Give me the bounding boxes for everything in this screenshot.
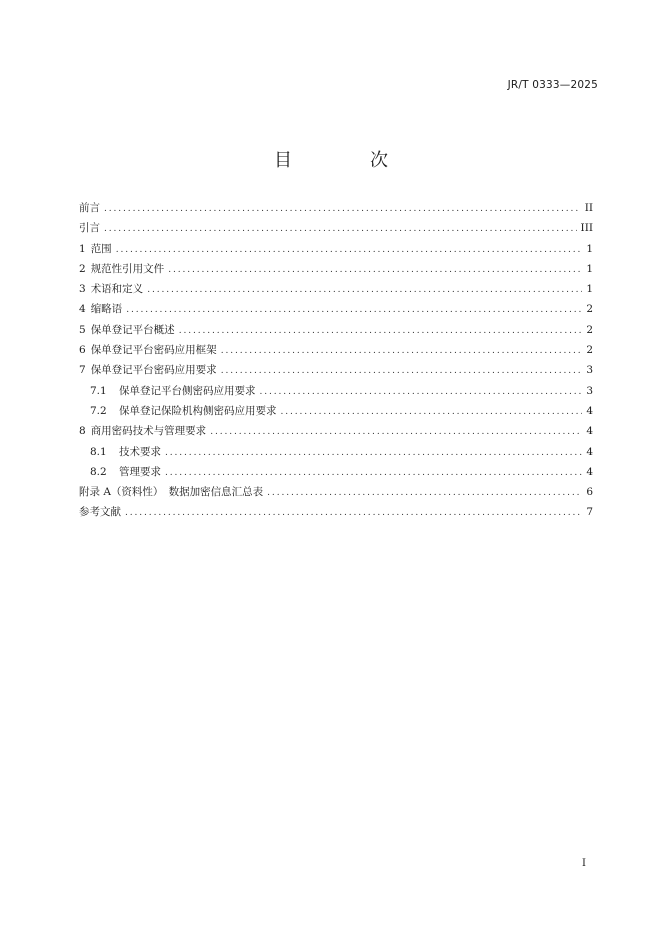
dot-leader [104,219,577,239]
toc-entry-page: III [580,222,593,235]
toc-entry[interactable] [79,401,593,421]
toc-entry[interactable] [79,360,593,380]
toc-entry-title: 引言 [79,222,100,235]
toc-entry-page: 4 [586,465,593,478]
toc-entry-number: 7.1 [90,384,107,397]
table-of-contents [79,198,593,523]
toc-entry-page: 1 [586,283,593,296]
dot-leader [125,503,582,523]
toc-entry[interactable] [79,198,593,218]
toc-entry-title: 保单登记平台密码应用要求 [90,364,217,377]
toc-entry[interactable] [79,299,593,319]
dot-leader [281,402,583,422]
toc-entry[interactable] [79,381,593,401]
toc-entry[interactable] [79,421,593,441]
toc-entry[interactable] [79,442,593,462]
toc-entry-title: 前言 [79,202,100,214]
toc-entry-title: 保单登记平台概述 [90,323,175,336]
toc-entry-page: 1 [586,242,593,255]
toc-entry-page: II [584,202,593,214]
toc-entry[interactable] [79,482,593,502]
toc-entry-title: 保单登记平台密码应用框架 [90,344,217,357]
toc-entry-title: 管理要求 [119,465,161,478]
dot-leader [221,341,583,361]
dot-leader [179,321,583,341]
toc-entry-page: 4 [586,404,593,417]
toc-entry-number: 8 [79,425,86,438]
toc-entry-title: 缩略语 [90,303,123,316]
toc-entry-page: 2 [586,344,593,357]
toc-entry-page: 7 [586,506,593,519]
toc-entry-number: 8.2 [90,465,107,478]
toc-entry-page: 6 [586,486,593,499]
toc-entry-page: 2 [586,323,593,336]
dot-leader [104,199,581,219]
toc-entry-page: 3 [586,364,593,377]
toc-entry-title: 参考文献 [79,506,121,519]
toc-entry[interactable] [79,218,593,238]
toc-entry-number: 6 [79,344,86,357]
toc-entry-page: 4 [586,425,593,438]
toc-entry-page: 2 [586,303,593,316]
dot-leader [210,422,582,442]
toc-entry-number: 5 [79,323,86,336]
toc-entry[interactable] [79,502,593,522]
toc-entry[interactable] [79,259,593,279]
dot-leader [165,463,582,483]
dot-leader [168,260,582,280]
toc-entry-title: 商用密码技术与管理要求 [90,425,207,438]
toc-entry[interactable] [79,462,593,482]
dot-leader [116,240,583,260]
dot-leader [221,361,583,381]
toc-entry[interactable] [79,320,593,340]
toc-entry-title: 范围 [90,242,112,255]
toc-entry-number: 7.2 [90,404,107,417]
toc-entry-title: 保单登记保险机构侧密码应用要求 [119,404,277,417]
toc-entry-number: 8.1 [90,445,107,458]
dot-leader [126,300,582,320]
toc-entry-page: 4 [586,445,593,458]
toc-title: 目 次 [274,150,418,171]
toc-entry-title: 技术要求 [119,445,161,458]
toc-entry-number: 1 [79,242,86,255]
toc-entry[interactable] [79,239,593,259]
toc-entry-title: 规范性引用文件 [90,262,165,275]
dot-leader [147,280,582,300]
footer-page-number: I [582,858,586,869]
toc-entry-page: 3 [586,384,593,397]
standard-number: JR/T 0333—2025 [507,79,598,91]
toc-entry[interactable] [79,340,593,360]
toc-entry-number: 4 [79,303,86,316]
dot-leader [260,382,583,402]
toc-entry-number: 2 [79,262,86,275]
dot-leader [267,483,582,503]
toc-entry-title: 附录 A（资料性） 数据加密信息汇总表 [79,486,264,499]
toc-entry-number: 7 [79,364,86,377]
toc-entry-title: 术语和定义 [90,283,144,296]
dot-leader [165,443,582,463]
toc-entry[interactable] [79,279,593,299]
toc-entry-title: 保单登记平台侧密码应用要求 [119,384,256,397]
toc-entry-page: 1 [586,262,593,275]
toc-entry-number: 3 [79,283,86,296]
